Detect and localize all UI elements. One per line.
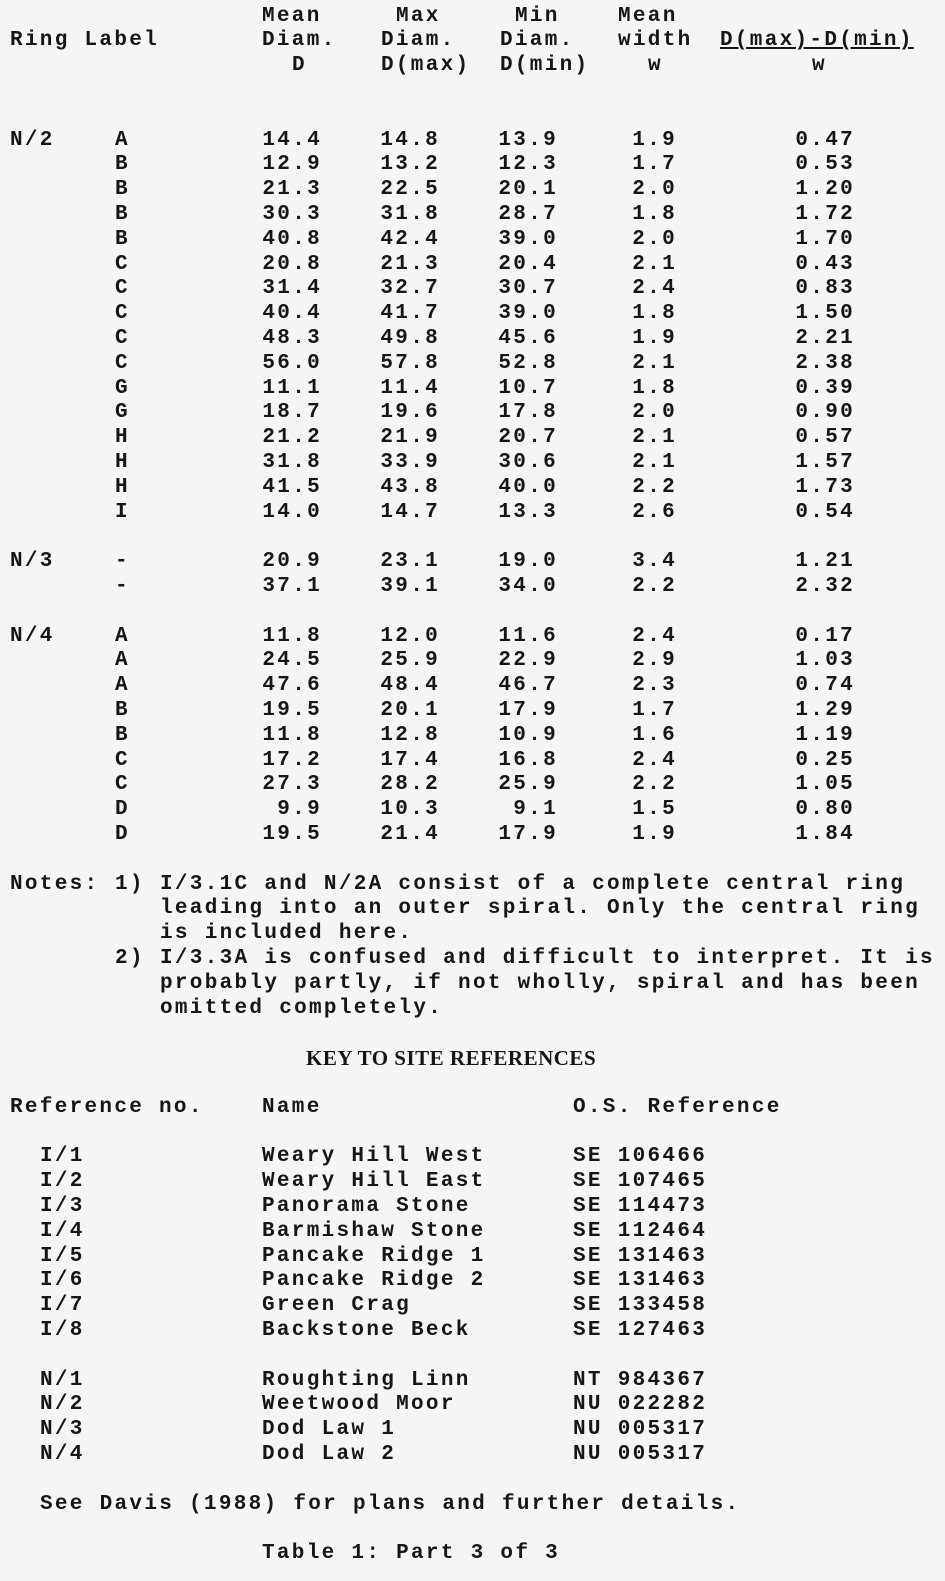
table-cell: 41.7 bbox=[380, 302, 440, 326]
table-cell: 43.8 bbox=[380, 475, 440, 499]
site-name: Pancake Ridge 1 bbox=[262, 1244, 486, 1268]
site-reference-no: I/3 bbox=[40, 1195, 85, 1218]
ring-label: H bbox=[115, 475, 130, 499]
table-cell: 17.4 bbox=[380, 748, 440, 772]
ring-label: B bbox=[115, 178, 130, 202]
ring-id: N/4 bbox=[10, 624, 55, 648]
footer-note: See Davis (1988) for plans and further details. bbox=[40, 1492, 741, 1516]
table-cell: 16.8 bbox=[498, 748, 558, 772]
table-cell: 21.9 bbox=[380, 426, 440, 450]
column-header: Diam. bbox=[381, 29, 456, 53]
table-cell: 17.8 bbox=[498, 401, 558, 425]
site-reference-no: N/3 bbox=[40, 1418, 85, 1442]
table-cell: 31.8 bbox=[262, 451, 322, 474]
table-cell: 19.0 bbox=[498, 550, 558, 574]
table-cell: 2.3 bbox=[632, 674, 677, 698]
table-cell: 12.8 bbox=[380, 723, 440, 747]
ring-label: G bbox=[115, 401, 130, 425]
table-cell: 20.8 bbox=[262, 252, 322, 276]
table-cell: 14.4 bbox=[262, 128, 322, 152]
table-cell: 21.3 bbox=[380, 252, 440, 276]
os-reference: SE 107465 bbox=[573, 1170, 708, 1194]
table-cell: 33.9 bbox=[380, 451, 440, 474]
ring-label: A bbox=[115, 624, 130, 648]
table-cell: 1.72 bbox=[795, 203, 855, 226]
table-cell: 25.9 bbox=[498, 773, 558, 797]
site-name: Barmishaw Stone bbox=[262, 1219, 486, 1243]
table-cell: 0.83 bbox=[795, 277, 855, 301]
table-cell: 10.9 bbox=[498, 723, 558, 747]
table-cell: 0.17 bbox=[795, 624, 855, 648]
site-reference-no: I/6 bbox=[40, 1269, 85, 1293]
site-name: Dod Law 2 bbox=[262, 1443, 397, 1466]
ring-id: N/3 bbox=[10, 550, 55, 574]
table-cell: 19.5 bbox=[262, 823, 322, 846]
table-cell: 9.9 bbox=[277, 798, 322, 822]
column-header: D(max) bbox=[381, 54, 471, 78]
table-cell: 2.4 bbox=[632, 748, 677, 772]
table-cell: 1.19 bbox=[795, 723, 855, 747]
table-cell: 0.25 bbox=[795, 748, 855, 772]
table-cell: 25.9 bbox=[380, 649, 440, 673]
site-name: Panorama Stone bbox=[262, 1195, 471, 1218]
table-cell: 21.2 bbox=[262, 426, 322, 450]
table-cell: 49.8 bbox=[380, 327, 440, 350]
table-cell: 32.7 bbox=[380, 277, 440, 301]
table-cell: 2.4 bbox=[632, 624, 677, 648]
table-cell: 0.80 bbox=[795, 798, 855, 822]
table-cell: 2.9 bbox=[632, 649, 677, 673]
column-header: Max bbox=[396, 4, 441, 28]
note-text: omitted completely. bbox=[160, 996, 444, 1020]
table-cell: 1.84 bbox=[795, 823, 855, 846]
os-reference: SE 106466 bbox=[573, 1145, 708, 1169]
table-cell: 1.9 bbox=[632, 327, 677, 350]
table-cell: 1.9 bbox=[632, 128, 677, 152]
os-reference: SE 133458 bbox=[573, 1294, 708, 1318]
ring-label: C bbox=[115, 773, 130, 797]
table-cell: 0.47 bbox=[795, 128, 855, 152]
table-cell: 52.8 bbox=[498, 351, 558, 375]
table-cell: 13.2 bbox=[380, 153, 440, 177]
table-cell: 17.9 bbox=[498, 823, 558, 846]
table-cell: 14.7 bbox=[380, 500, 440, 524]
table-cell: 19.6 bbox=[380, 401, 440, 425]
table-cell: 0.43 bbox=[795, 252, 855, 276]
ring-label: B bbox=[115, 699, 130, 722]
site-reference-no: I/7 bbox=[40, 1294, 85, 1318]
table-cell: 23.1 bbox=[380, 550, 440, 574]
table-cell: 10.3 bbox=[380, 798, 440, 822]
table-cell: 2.38 bbox=[795, 351, 855, 375]
table-cell: 1.70 bbox=[795, 227, 855, 251]
table-cell: 2.2 bbox=[632, 475, 677, 499]
table-cell: 1.05 bbox=[795, 773, 855, 797]
table-cell: 11.4 bbox=[380, 376, 440, 400]
table-cell: 0.74 bbox=[795, 674, 855, 698]
column-header: Min bbox=[515, 4, 560, 28]
table-cell: 30.6 bbox=[498, 451, 558, 474]
table-cell: 42.4 bbox=[380, 227, 440, 251]
table-cell: 27.3 bbox=[262, 773, 322, 797]
table-cell: 30.3 bbox=[262, 203, 322, 226]
table-cell: 22.5 bbox=[380, 178, 440, 202]
ring-label: C bbox=[115, 277, 130, 301]
os-reference: NU 005317 bbox=[573, 1418, 708, 1442]
table-cell: 11.6 bbox=[498, 624, 558, 648]
ring-label: B bbox=[115, 723, 130, 747]
ring-label: C bbox=[115, 252, 130, 276]
table-cell: 12.9 bbox=[262, 153, 322, 177]
table-cell: 28.7 bbox=[498, 203, 558, 226]
os-reference: SE 114473 bbox=[573, 1195, 708, 1218]
ring-label: D bbox=[115, 823, 130, 846]
table-cell: 48.4 bbox=[380, 674, 440, 698]
column-header: Diam. bbox=[262, 29, 337, 53]
ring-label: C bbox=[115, 302, 130, 326]
table-cell: 2.1 bbox=[632, 252, 677, 276]
table-cell: 48.3 bbox=[262, 327, 322, 350]
table-cell: 2.0 bbox=[632, 401, 677, 425]
table-cell: 17.2 bbox=[262, 748, 322, 772]
table-cell: 18.7 bbox=[262, 401, 322, 425]
column-header: w bbox=[812, 54, 827, 78]
table-cell: 3.4 bbox=[632, 550, 677, 574]
site-reference-no: N/2 bbox=[40, 1393, 85, 1417]
table-cell: 1.29 bbox=[795, 699, 855, 722]
ring-label: B bbox=[115, 153, 130, 177]
column-header: Mean bbox=[618, 4, 678, 28]
ring-label: C bbox=[115, 327, 130, 350]
site-name: Dod Law 1 bbox=[262, 1418, 397, 1442]
table-cell: 47.6 bbox=[262, 674, 322, 698]
table-cell: 14.8 bbox=[380, 128, 440, 152]
site-reference-no: I/2 bbox=[40, 1170, 85, 1194]
table-cell: 2.32 bbox=[795, 575, 855, 598]
column-header: Mean bbox=[262, 4, 322, 28]
table-cell: 1.7 bbox=[632, 699, 677, 722]
os-reference: SE 131463 bbox=[573, 1269, 708, 1293]
site-name: Pancake Ridge 2 bbox=[262, 1269, 486, 1293]
note-number: 1) bbox=[115, 872, 145, 896]
table-cell: 0.54 bbox=[795, 500, 855, 524]
table-cell: 13.3 bbox=[498, 500, 558, 524]
table-cell: 28.2 bbox=[380, 773, 440, 797]
note-number: 2) bbox=[115, 947, 145, 970]
ring-label: C bbox=[115, 748, 130, 772]
note-text: leading into an outer spiral. Only the central ring bbox=[160, 897, 921, 921]
table-cell: 22.9 bbox=[498, 649, 558, 673]
table-cell: 1.6 bbox=[632, 723, 677, 747]
table-cell: 12.3 bbox=[498, 153, 558, 177]
os-reference: NU 005317 bbox=[573, 1443, 708, 1466]
note-text: I/3.1C and N/2A consist of a complete central ring bbox=[160, 872, 906, 896]
table-caption: Table 1: Part 3 of 3 bbox=[262, 1542, 561, 1566]
ring-label: - bbox=[115, 575, 130, 598]
table-cell: 24.5 bbox=[262, 649, 322, 673]
note-text: I/3.3A is confused and difficult to interpret. It is bbox=[160, 947, 935, 970]
os-reference: SE 127463 bbox=[573, 1319, 708, 1342]
table-cell: 45.6 bbox=[498, 327, 558, 350]
table-cell: 1.5 bbox=[632, 798, 677, 822]
ring-label: - bbox=[115, 550, 130, 574]
ring-label: A bbox=[115, 128, 130, 152]
table-cell: 46.7 bbox=[498, 674, 558, 698]
table-cell: 10.7 bbox=[498, 376, 558, 400]
table-cell: 11.8 bbox=[262, 723, 322, 747]
column-header: width bbox=[618, 29, 693, 53]
column-header-ring-label: Ring Label bbox=[10, 29, 160, 53]
table-cell: 0.57 bbox=[795, 426, 855, 450]
table-cell: 2.2 bbox=[632, 773, 677, 797]
table-cell: 37.1 bbox=[262, 575, 322, 598]
ring-label: I bbox=[115, 500, 130, 524]
site-reference-no: I/5 bbox=[40, 1244, 85, 1268]
table-cell: 14.0 bbox=[262, 500, 322, 524]
note-text: probably partly, if not wholly, spiral and has been bbox=[160, 971, 921, 995]
table-cell: 1.7 bbox=[632, 153, 677, 177]
table-cell: 2.1 bbox=[632, 351, 677, 375]
table-cell: 56.0 bbox=[262, 351, 322, 375]
table-cell: 40.4 bbox=[262, 302, 322, 326]
note-text: is included here. bbox=[160, 922, 414, 946]
table-cell: 0.39 bbox=[795, 376, 855, 400]
table-cell: 57.8 bbox=[380, 351, 440, 375]
table-cell: 11.1 bbox=[262, 376, 322, 400]
site-reference-no: I/4 bbox=[40, 1219, 85, 1243]
os-reference: SE 131463 bbox=[573, 1244, 708, 1268]
table-cell: 1.8 bbox=[632, 302, 677, 326]
ring-label: A bbox=[115, 674, 130, 698]
os-reference: SE 112464 bbox=[573, 1219, 708, 1243]
key-header: Name bbox=[262, 1095, 322, 1119]
table-cell: 21.3 bbox=[262, 178, 322, 202]
table-cell: 9.1 bbox=[513, 798, 558, 822]
ring-label: B bbox=[115, 203, 130, 226]
site-name: Weary Hill West bbox=[262, 1145, 486, 1169]
table-cell: 1.8 bbox=[632, 203, 677, 226]
table-cell: 1.9 bbox=[632, 823, 677, 846]
table-cell: 2.0 bbox=[632, 227, 677, 251]
table-cell: 17.9 bbox=[498, 699, 558, 722]
column-header: D(max)-D(min) bbox=[720, 29, 914, 53]
site-reference-no: N/1 bbox=[40, 1368, 85, 1392]
column-header: D bbox=[292, 54, 307, 78]
table-cell: 2.4 bbox=[632, 277, 677, 301]
table-cell: 39.1 bbox=[380, 575, 440, 598]
os-reference: NT 984367 bbox=[573, 1368, 708, 1392]
site-name: Backstone Beck bbox=[262, 1319, 471, 1342]
table-cell: 1.21 bbox=[795, 550, 855, 574]
ring-label: H bbox=[115, 426, 130, 450]
ring-label: B bbox=[115, 227, 130, 251]
column-header: D(min) bbox=[500, 54, 590, 78]
table-cell: 1.8 bbox=[632, 376, 677, 400]
table-cell: 0.53 bbox=[795, 153, 855, 177]
table-cell: 20.7 bbox=[498, 426, 558, 450]
table-cell: 12.0 bbox=[380, 624, 440, 648]
table-cell: 30.7 bbox=[498, 277, 558, 301]
table-cell: 2.0 bbox=[632, 178, 677, 202]
table-cell: 2.2 bbox=[632, 575, 677, 598]
table-cell: 40.0 bbox=[498, 475, 558, 499]
table-cell: 31.4 bbox=[262, 277, 322, 301]
table-cell: 20.1 bbox=[380, 699, 440, 722]
key-header: O.S. Reference bbox=[573, 1095, 782, 1119]
site-reference-no: I/8 bbox=[40, 1319, 85, 1342]
table-cell: 2.21 bbox=[795, 327, 855, 350]
table-cell: 41.5 bbox=[262, 475, 322, 499]
ring-id: N/2 bbox=[10, 128, 55, 152]
site-reference-no: N/4 bbox=[40, 1443, 85, 1466]
table-cell: 20.1 bbox=[498, 178, 558, 202]
table-cell: 40.8 bbox=[262, 227, 322, 251]
table-cell: 34.0 bbox=[498, 575, 558, 598]
site-name: Weetwood Moor bbox=[262, 1393, 456, 1417]
table-cell: 20.9 bbox=[262, 550, 322, 574]
table-cell: 39.0 bbox=[498, 302, 558, 326]
ring-label: H bbox=[115, 451, 130, 474]
key-header: Reference no. bbox=[10, 1095, 204, 1119]
column-header: w bbox=[648, 54, 663, 78]
notes-label: Notes: bbox=[10, 872, 100, 896]
table-cell: 2.6 bbox=[632, 500, 677, 524]
table-cell: 19.5 bbox=[262, 699, 322, 722]
table-cell: 1.50 bbox=[795, 302, 855, 326]
table-cell: 2.1 bbox=[632, 451, 677, 474]
table-cell: 1.20 bbox=[795, 178, 855, 202]
table-cell: 31.8 bbox=[380, 203, 440, 226]
ring-label: A bbox=[115, 649, 130, 673]
site-name: Roughting Linn bbox=[262, 1368, 471, 1392]
table-cell: 1.57 bbox=[795, 451, 855, 474]
table-cell: 21.4 bbox=[380, 823, 440, 846]
table-cell: 1.03 bbox=[795, 649, 855, 673]
site-reference-no: I/1 bbox=[40, 1145, 85, 1169]
column-header: Diam. bbox=[500, 29, 575, 53]
table-cell: 20.4 bbox=[498, 252, 558, 276]
ring-label: D bbox=[115, 798, 130, 822]
table-cell: 39.0 bbox=[498, 227, 558, 251]
os-reference: NU 022282 bbox=[573, 1393, 708, 1417]
site-name: Weary Hill East bbox=[262, 1170, 486, 1194]
ring-label: C bbox=[115, 351, 130, 375]
site-name: Green Crag bbox=[262, 1294, 412, 1318]
table-cell: 11.8 bbox=[262, 624, 322, 648]
table-cell: 0.90 bbox=[795, 401, 855, 425]
ring-label: G bbox=[115, 376, 130, 400]
key-title: KEY TO SITE REFERENCES bbox=[306, 1046, 597, 1071]
table-cell: 2.1 bbox=[632, 426, 677, 450]
table-cell: 1.73 bbox=[795, 475, 855, 499]
table-cell: 13.9 bbox=[498, 128, 558, 152]
